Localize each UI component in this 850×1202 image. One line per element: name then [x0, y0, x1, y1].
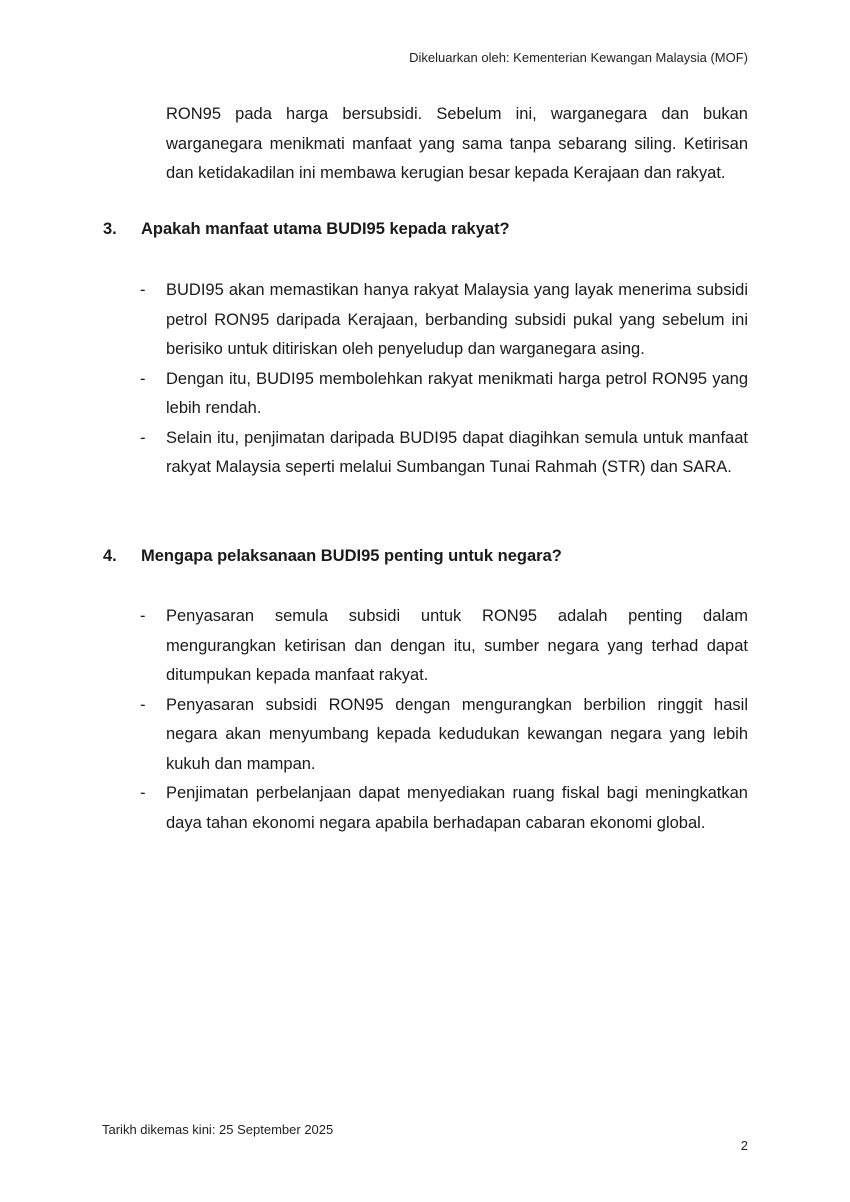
bullet-dash: - [140, 369, 146, 388]
page-number: 2 [740, 1138, 748, 1153]
section-4-bullet-list [140, 602, 748, 838]
bullet-dash: - [140, 695, 146, 714]
section-3-bullet-list [140, 276, 748, 483]
bullet-dash: - [140, 428, 146, 447]
section-title: Mengapa pelaksanaan BUDI95 penting untuk negara? [141, 547, 562, 565]
list-item-text: Dengan itu, BUDI95 membolehkan rakyat menikmati harga petrol RON95 yang lebih rendah. [166, 369, 748, 417]
list-item [140, 365, 748, 424]
bullet-dash: - [140, 784, 146, 802]
section-number: 4. [103, 547, 117, 565]
bullet-dash: - [140, 607, 146, 625]
list-item-text: Penyasaran semula subsidi untuk RON95 adalah penting dalam mengurangkan ketirisan dan dengan itu, sumber negara yang terhad dapat ditumpukan kepada manfaat rakyat. [166, 607, 748, 684]
document-header-issuer: Dikeluarkan oleh: Kementerian Kewangan Malaysia (MOF) [409, 50, 748, 65]
section-3-heading [103, 215, 510, 245]
list-item [140, 424, 748, 483]
list-item-text: Penjimatan perbelanjaan dapat menyediakan ruang fiskal bagi meningkatkan daya tahan ekonomi negara apabila berhadapan cabaran ekonomi global. [166, 784, 748, 832]
section-4-heading [103, 542, 562, 572]
list-item [140, 779, 748, 838]
list-item [140, 276, 748, 365]
bullet-dash: - [140, 281, 146, 299]
section-title: Apakah manfaat utama BUDI95 kepada rakyat? [141, 220, 510, 238]
footer-updated-date: Tarikh dikemas kini: 25 September 2025 [102, 1122, 334, 1137]
list-item-text: BUDI95 akan memastikan hanya rakyat Malaysia yang layak menerima subsidi petrol RON95 daripada Kerajaan, berbanding subsidi pukal yang sebelum ini berisiko untuk ditiriskan oleh penyeludup dan warganegara asing. [166, 281, 748, 358]
intro-paragraph: RON95 pada harga bersubsidi. Sebelum ini, warganegara dan bukan warganegara menikmati manfaat yang sama tanpa sebarang siling. Ketirisan dan ketidakadilan ini membawa kerugian besar kepada Kerajaan dan rakyat. [166, 105, 748, 182]
list-item-text: Selain itu, penjimatan daripada BUDI95 dapat diagihkan semula untuk manfaat rakyat Malaysia seperti melalui Sumbangan Tunai Rahmah (STR) dan SARA. [166, 428, 748, 476]
list-item-text: Penyasaran subsidi RON95 dengan mengurangkan berbilion ringgit hasil negara akan menyumbang kepada kedudukan kewangan negara yang lebih kukuh dan mampan. [166, 695, 748, 773]
section-number: 3. [103, 220, 117, 238]
list-item [140, 691, 748, 780]
list-item [140, 602, 748, 691]
